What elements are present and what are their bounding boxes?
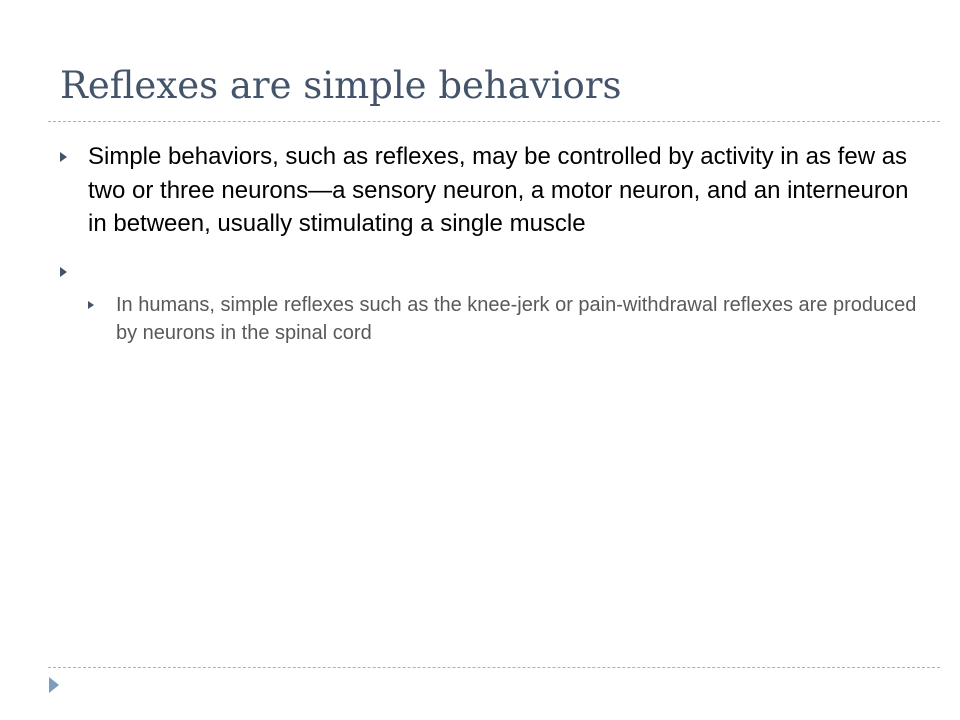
slide-body [60, 140, 920, 348]
title-divider [48, 121, 940, 122]
bullet-item [60, 140, 920, 241]
triangle-footer-icon [49, 677, 59, 693]
triangle-bullet-icon [60, 152, 67, 162]
sub-bullet-text: In humans, simple reflexes such as the knee-jerk or pain-withdrawal reflexes are produced by neurons in the spinal cord [116, 293, 917, 344]
bullet-item-empty [60, 255, 920, 289]
triangle-sub-bullet-icon [88, 301, 94, 309]
sub-bullet-item [88, 291, 920, 348]
footer-divider [48, 667, 940, 668]
triangle-bullet-icon [60, 267, 67, 277]
bullet-text: Simple behaviors, such as reflexes, may be controlled by activity in as few as two or three neurons—a sensory neuron, a motor neuron, and an interneuron in between, usually stimulating a single muscle [88, 143, 909, 237]
slide-title: Reflexes are simple behaviors [60, 64, 622, 107]
